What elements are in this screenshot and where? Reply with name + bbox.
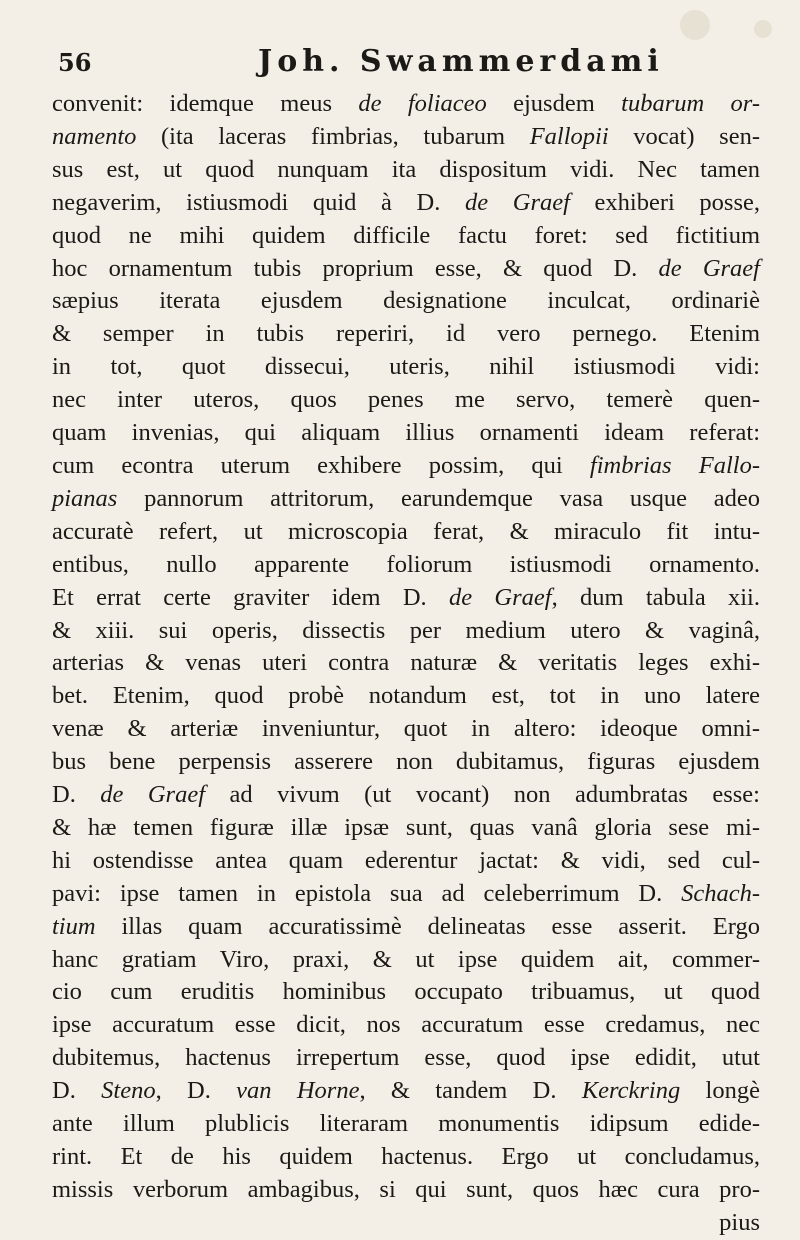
text-run: ipse accuratum esse dicit, nos accuratum esse credamus, nec	[52, 1011, 760, 1039]
text-run: illas quam accuratissimè delineatas esse asserit. Ergo	[95, 912, 760, 940]
italic-text: Schach-	[681, 879, 760, 907]
text-run: , D.	[155, 1077, 237, 1105]
text-run: arterias & venas uteri contra naturæ & veritatis leges exhi-	[52, 649, 760, 677]
italic-text: de Graef	[448, 583, 552, 611]
running-head: Joh. Swammerdami	[258, 44, 664, 79]
italic-text: fimbrias Fallo-	[589, 451, 760, 479]
text-run: hanc gratiam Viro, praxi, & ut ipse quidem ait, commer-	[52, 945, 760, 973]
text-run: nec inter uteros, quos penes me servo, temerè quen-	[52, 386, 760, 414]
text-line	[52, 845, 760, 878]
italic-text: Fallopii	[529, 122, 609, 150]
text-run: bet. Etenim, quod probè notandum est, tot in uno latere	[52, 682, 760, 710]
text-run: quod ne mihi quidem difficile factu foret: sed fictitium	[52, 221, 760, 249]
italic-text: pianas	[52, 484, 118, 512]
page-number: 56	[58, 48, 92, 77]
text-run: venæ & arteriæ inveniuntur, quot in altero: ideoque omni-	[52, 715, 760, 743]
text-line	[52, 615, 760, 648]
text-run: ad vivum (ut vocant) non adumbratas esse:	[205, 781, 760, 809]
text-line	[52, 1141, 760, 1174]
text-line	[52, 1174, 760, 1207]
text-line	[52, 187, 760, 220]
text-run: & hæ temen figuræ illæ ipsæ sunt, quas vanâ gloria sese mi-	[52, 813, 760, 841]
text-run: D.	[52, 781, 101, 809]
text-run: cum econtra uterum exhibere possim, qui	[52, 451, 590, 479]
italic-text: tium	[52, 912, 96, 940]
text-run: hi ostendisse antea quam ederentur jactat: & vidi, sed cul-	[52, 846, 760, 874]
text-run: quam invenias, qui aliquam illius ornamenti ideam referat:	[52, 419, 760, 447]
italic-text: Kerckring	[581, 1077, 681, 1105]
text-line	[52, 1042, 760, 1075]
page-header	[52, 44, 760, 86]
text-line	[52, 549, 760, 582]
text-line	[52, 483, 760, 516]
text-line	[52, 911, 760, 944]
text-line	[52, 779, 760, 812]
text-line	[52, 944, 760, 977]
text-run: pius	[719, 1208, 760, 1236]
italic-text: de Graef	[658, 254, 760, 282]
text-line	[52, 384, 760, 417]
text-line	[52, 285, 760, 318]
text-run: bus bene perpensis asserere non dubitamus, figuras ejusdem	[52, 748, 760, 776]
text-run: exhiberi posse,	[569, 188, 760, 216]
text-run: & semper in tubis reperiri, id vero pernego. Etenim	[52, 320, 760, 348]
text-line	[52, 351, 760, 384]
italic-text: de foliaceo	[358, 90, 487, 117]
text-line	[52, 516, 760, 549]
text-run: accuratè refert, ut microscopia ferat, & miraculo fit intu-	[52, 517, 760, 545]
italic-text: van Horne	[236, 1077, 360, 1105]
text-run: dubitemus, hactenus irrepertum esse, quod ipse edidit, utut	[52, 1044, 760, 1072]
text-line	[52, 680, 760, 713]
italic-text: namento	[52, 122, 137, 150]
text-run: missis verborum ambagibus, si qui sunt, quos hæc cura pro-	[52, 1175, 760, 1203]
text-line	[52, 582, 760, 615]
italic-text: de Graef	[465, 188, 570, 216]
text-line	[52, 121, 760, 154]
text-line	[52, 1009, 760, 1042]
text-line	[52, 318, 760, 351]
text-line	[52, 1108, 760, 1141]
text-run: rint. Et de his quidem hactenus. Ergo ut concludamus,	[52, 1143, 760, 1170]
text-run: D.	[52, 1077, 102, 1105]
text-run: sus est, ut quod nunquam ita dispositum vidi. Nec tamen	[52, 155, 760, 183]
text-line	[52, 88, 760, 121]
text-line	[52, 417, 760, 450]
paper-stain	[680, 10, 710, 40]
italic-text: tubarum or-	[621, 90, 760, 117]
text-run: pavi: ipse tamen in epistola sua ad celeberrimum D.	[52, 879, 682, 907]
italic-text: Steno	[101, 1077, 156, 1105]
text-line	[52, 1075, 760, 1108]
text-run: hoc ornamentum tubis proprium esse, & quod D.	[52, 254, 659, 282]
text-line	[52, 878, 760, 911]
text-run: entibus, nullo apparente foliorum istiusmodi ornamento.	[52, 550, 760, 578]
text-run: Et errat certe graviter idem D.	[52, 583, 449, 611]
text-run: & xiii. sui operis, dissectis per medium utero & vaginâ,	[52, 616, 760, 644]
text-run: , dum tabula xii.	[551, 583, 760, 611]
text-line	[52, 1207, 760, 1240]
text-run: in tot, quot dissecui, uteris, nihil istiusmodi vidi:	[52, 353, 760, 381]
text-line	[52, 713, 760, 746]
text-run: sæpius iterata ejusdem designatione inculcat, ordinariè	[52, 287, 760, 315]
text-line	[52, 253, 760, 286]
text-run: cio cum eruditis hominibus occupato tribuamus, ut quod	[52, 978, 760, 1006]
text-run: ante illum plublicis literaram monumentis idipsum edide-	[52, 1110, 760, 1138]
text-line	[52, 154, 760, 187]
text-run: vocat) sen-	[608, 122, 760, 150]
italic-text: de Graef	[100, 781, 206, 809]
text-run: , & tandem D.	[359, 1077, 582, 1105]
body-text	[52, 88, 760, 1240]
text-line	[52, 647, 760, 680]
paper-stain	[754, 20, 772, 38]
text-line	[52, 812, 760, 845]
text-run: negaverim, istiusmodi quid à D.	[52, 188, 465, 216]
text-line	[52, 976, 760, 1009]
text-run: longè	[680, 1077, 760, 1105]
text-line	[52, 746, 760, 779]
text-run: (ita laceras fimbrias, tubarum	[136, 122, 530, 150]
text-run: pannorum attritorum, earundemque vasa usque adeo	[117, 484, 760, 512]
text-line	[52, 450, 760, 483]
text-line	[52, 220, 760, 253]
text-run: ejusdem	[486, 90, 622, 117]
text-run: convenit: idemque meus	[52, 90, 359, 117]
